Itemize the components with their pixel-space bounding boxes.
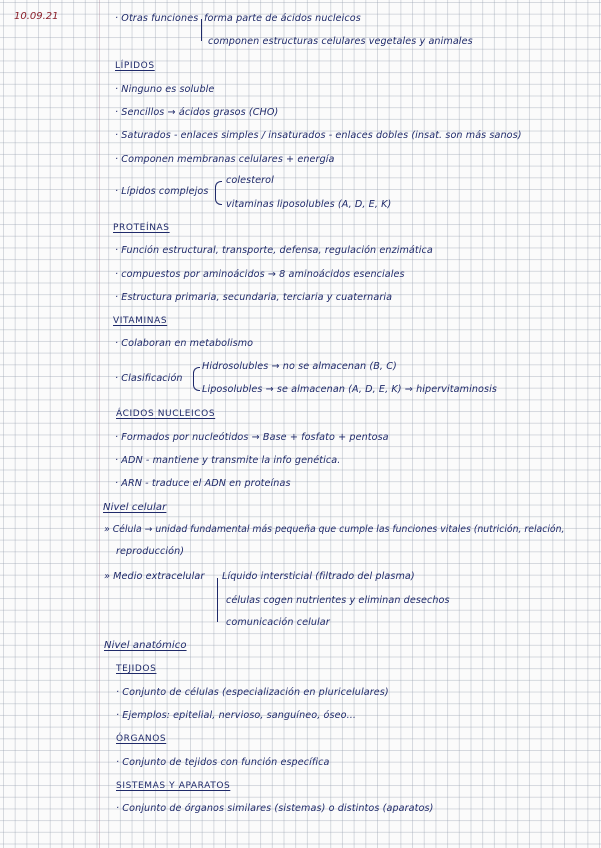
margin-line — [99, 0, 100, 848]
vitaminas-heading: VITAMINAS — [113, 316, 168, 326]
sistemas-heading: SISTEMAS Y APARATOS — [116, 781, 231, 791]
acidos-item-1: · Formados por nucleótidos → Base + fosfato + pentosa — [115, 432, 389, 443]
otras-bracket — [201, 19, 202, 41]
proteinas-item-3: · Estructura primaria, secundaria, terciaria y cuaternaria — [115, 292, 393, 303]
tejidos-item-1: · Conjunto de células (especialización en pluricelulares) — [116, 687, 389, 698]
nivel-celular-heading: Nivel celular — [103, 502, 167, 513]
nivel-anatomico-heading: Nivel anatómico — [104, 640, 187, 651]
medio-extracelular-label: » Medio extracelular — [104, 571, 205, 582]
date: 10.09.21 — [14, 11, 59, 22]
acidos-item-2: · ADN - mantiene y transmite la info genética. — [115, 455, 341, 466]
lipidos-item-1: · Ninguno es soluble — [115, 84, 215, 95]
lipidos-heading: LÍPIDOS — [115, 61, 155, 71]
proteinas-heading: PROTEÍNAS — [113, 223, 170, 233]
medio-item-3: comunicación celular — [226, 617, 330, 628]
otras-funciones-label: · Otras funciones — [115, 13, 199, 24]
lipidos-item-3: · Saturados - enlaces simples / insaturados - enlaces dobles (insat. son más sanos) — [115, 130, 522, 141]
lipidos-complejos-label: · Lípidos complejos — [115, 186, 209, 197]
acidos-item-3: · ARN - traduce el ADN en proteínas — [115, 478, 291, 489]
proteinas-item-2: · compuestos por aminoácidos → 8 aminoácidos esenciales — [115, 269, 405, 280]
acidos-nucleicos-heading: ÁCIDOS NUCLEICOS — [116, 409, 216, 419]
otras-item-1: forma parte de ácidos nucleicos — [204, 13, 361, 24]
lipidos-complejos-item-1: colesterol — [226, 175, 274, 186]
sistemas-item-1: · Conjunto de órganos similares (sistemas) o distintos (aparatos) — [116, 803, 434, 814]
lipidos-item-2: · Sencillos → ácidos grasos (CHO) — [115, 107, 279, 118]
vitaminas-item-1: · Colaboran en metabolismo — [115, 338, 254, 349]
lipidos-item-4: · Componen membranas celulares + energía — [115, 154, 335, 165]
medio-bracket — [217, 578, 218, 622]
organos-item-1: · Conjunto de tejidos con función específica — [116, 757, 330, 768]
tejidos-heading: TEJIDOS — [116, 664, 157, 674]
lipidos-complejos-brace — [215, 181, 222, 205]
vitaminas-liposolubles: Liposolubles → se almacenan (A, D, E, K) ⇒ hipervitaminosis — [202, 384, 497, 395]
medio-item-2: células cogen nutrientes y eliminan desechos — [226, 595, 450, 606]
tejidos-item-2: · Ejemplos: epitelial, nervioso, sanguíneo, óseo... — [116, 710, 357, 721]
vitaminas-hidrosolubles: Hidrosolubles → no se almacenan (B, C) — [202, 361, 397, 372]
lipidos-complejos-item-2: vitaminas liposolubles (A, D, E, K) — [226, 199, 392, 210]
otras-item-2: componen estructuras celulares vegetales y animales — [208, 36, 473, 47]
vitaminas-clasificacion-label: · Clasificación — [115, 373, 183, 384]
proteinas-item-1: · Función estructural, transporte, defensa, regulación enzimática — [115, 245, 433, 256]
celula-definition-line-2: reproducción) — [116, 546, 185, 557]
vitaminas-brace — [193, 367, 200, 391]
organos-heading: ÓRGANOS — [116, 734, 167, 744]
medio-item-1: Líquido intersticial (filtrado del plasma) — [222, 571, 415, 582]
celula-definition-line-1: » Célula → unidad fundamental más pequeña que cumple las funciones vitales (nutrición, relación, — [104, 524, 565, 535]
